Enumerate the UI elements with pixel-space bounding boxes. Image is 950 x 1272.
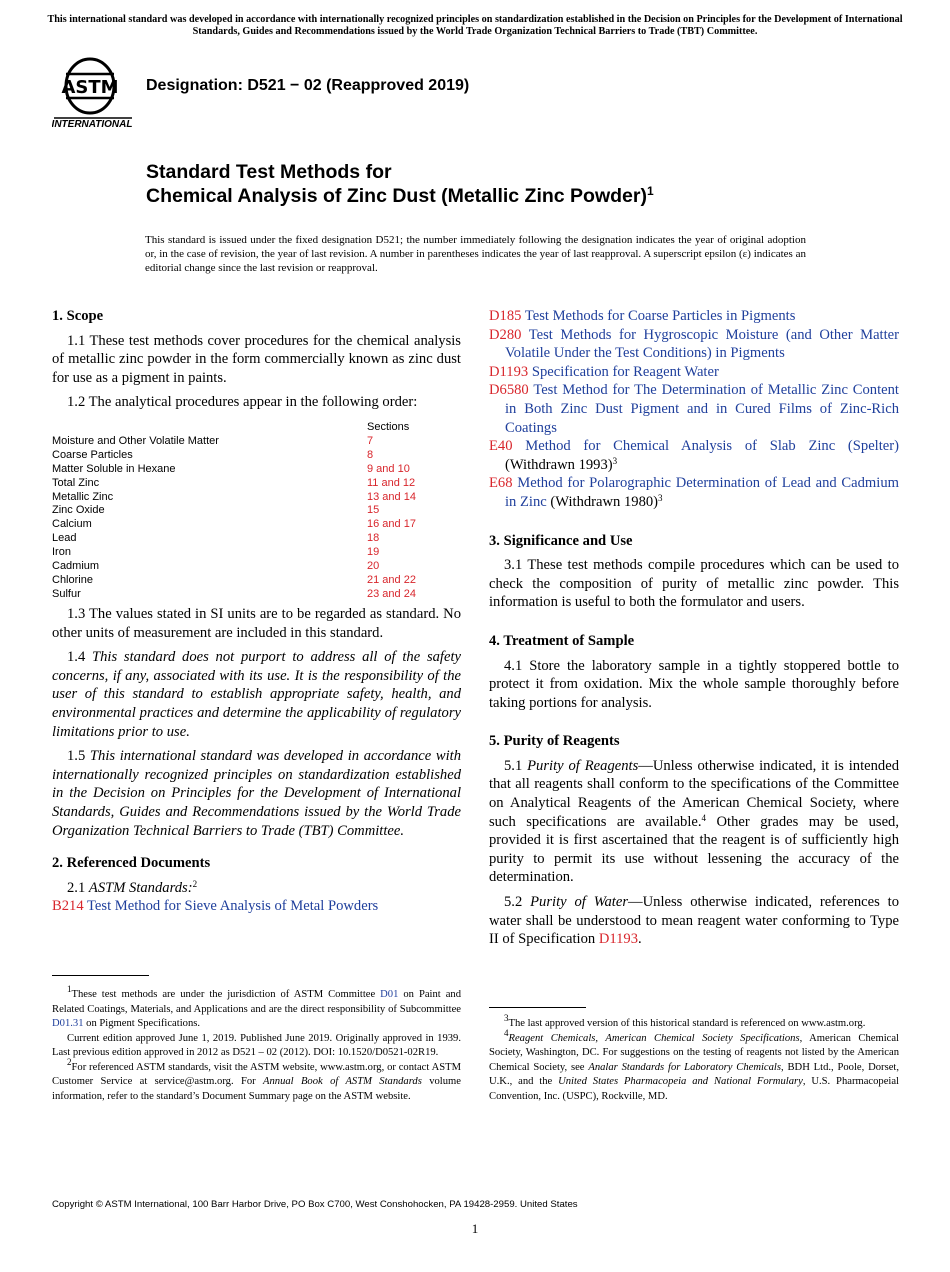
significance-heading: 3. Significance and Use: [489, 532, 633, 549]
sections-table-row: [52, 463, 452, 477]
sections-table-row: [52, 435, 452, 449]
title-line-1: Standard Test Methods for: [146, 161, 392, 183]
procedure-label: Moisture and Other Volatile Matter: [52, 434, 219, 447]
ref-item[interactable]: [489, 381, 899, 437]
refdocs-heading: 2. Referenced Documents: [52, 855, 211, 872]
scope-1-5: 1.5 This international standard was developed in accordance with internationally recognized principles on standardization established in the Decision on Principles for the Development of International Standards, Guides and Recommendations issued by the World Trade Organization Technical Barriers to Trade (TBT) Committee.: [52, 748, 462, 839]
ref-title[interactable]: Test Methods for Coarse Particles in Pigments: [524, 308, 796, 324]
logo-label-text: INTERNATIONAL: [52, 119, 133, 130]
sections-table: [52, 421, 452, 602]
purity-heading: 5. Purity of Reagents: [489, 733, 620, 750]
committee-link[interactable]: D01: [380, 989, 399, 1000]
procedure-label: Metallic Zinc: [52, 490, 114, 503]
sections-table-rows: [52, 435, 452, 602]
ref-code[interactable]: D185: [489, 308, 522, 324]
ref-item[interactable]: [489, 326, 899, 363]
astm-logo-icon: [52, 56, 134, 132]
tbt-banner: This international standard was developed in accordance with internationally recognized principles on standardization established in the Decision on Principles for the Development of International Standards, Guides and Recommendations issued by the World Trade Organization Technical Barriers to Trade (TBT) Committee.: [47, 14, 903, 37]
treatment-4-1: 4.1 Store the laboratory sample in a tightly stoppered bottle to protect it from oxidation. Mix the whole sample thoroughly before taking portions for analysis.: [489, 657, 899, 711]
purity-5-2: 5.2 Purity of Water—Unless otherwise indicated, references to water shall be understood to mean reagent water conforming to Type II of Specification D1193.: [489, 894, 899, 948]
significance-3-1: 3.1 These test methods compile procedures which can be used to check the composition of purity of metallic zinc powder. This information is useful to both the formulator and users.: [489, 557, 899, 611]
astm-logo: [52, 56, 134, 132]
ref-withdrawn: (Withdrawn 1993): [505, 456, 613, 473]
sections-table-row: [52, 588, 452, 602]
sections-table-row: [52, 546, 452, 560]
footnote-4: $^4$Reagent Chemicals, American Chemical Society Specifications, American Chemical Society, Washington, DC. For suggestions on the testing of reagents not listed by the American Chemical Society, see Analar Standards for Laboratory Chemicals, BDH Ltd., Poole, Dorset, U.K., and the United States Pharmacopeia and National Formulary, U.S. Pharmacopeial Convention, Inc. (USPC), Rockville, MD.: [489, 1027, 899, 1102]
footnotes-left: [52, 984, 461, 1104]
procedure-label: Cadmium: [52, 560, 100, 573]
sections-table-row: [52, 532, 452, 546]
footnote-divider-right: [489, 1007, 586, 1008]
scope-section-top: [52, 307, 461, 412]
copyright-footer: Copyright © ASTM International, 100 Barr Harbor Drive, PO Box C700, West Conshohocken, PA 19428-2959. United States: [52, 1199, 578, 1210]
footnotes-right: [489, 1013, 899, 1104]
sections-table-row: [52, 477, 452, 491]
scope-heading: 1. Scope: [52, 308, 104, 324]
ref-footnote-mark[interactable]: 3: [612, 455, 618, 466]
ref-item[interactable]: [52, 897, 461, 916]
ref-code[interactable]: B214: [52, 898, 84, 915]
ref-title[interactable]: Method for Chemical Analysis of Slab Zinc (Spelter): [525, 438, 899, 455]
procedure-sections-link[interactable]: 8: [367, 448, 374, 461]
footnote-3: $^3$The last approved version of this historical standard is referenced on www.astm.org.: [504, 1013, 866, 1029]
procedure-label: Calcium: [52, 518, 92, 531]
scope-1-1: 1.1 These test methods cover procedures for the chemical analysis of metallic zinc powder in the form commercially known as zinc dust for use as a pigment in paints.: [52, 332, 461, 386]
ref-item[interactable]: [489, 363, 899, 382]
procedure-sections-link[interactable]: 16 and 17: [367, 518, 416, 531]
page-number: 1: [471, 1221, 479, 1236]
ref-item[interactable]: [489, 307, 899, 326]
footnote-divider-left: [52, 975, 149, 976]
sections-table-row: [52, 491, 452, 505]
procedure-label: Iron: [52, 546, 71, 559]
procedure-sections-link[interactable]: 20: [367, 560, 380, 573]
footnote-edition: Current edition approved June 1, 2019. Published June 2019. Originally approved in 1939. Last previous edition approved in 2012 as D521 – 02 (2012). DOI: 10.1520/D0521-02R19.: [52, 1032, 461, 1058]
sections-table-row: [52, 560, 452, 574]
procedure-sections-link[interactable]: 7: [367, 434, 374, 447]
sections-table-row: [52, 518, 452, 532]
ref-title[interactable]: Method for Polarographic Determination of Lead and Cadmium in Zinc: [505, 475, 899, 510]
page-title: [146, 160, 654, 208]
ref-title[interactable]: Specification for Reagent Water: [531, 363, 719, 380]
logo-mark-text: ASTM: [61, 77, 119, 98]
procedure-label: Lead: [52, 532, 77, 545]
footnote-1: $^1$These test methods are under the jurisdiction of ASTM Committee D01 on Paint and Related Coatings, Materials, and Applications and are the direct responsibility of Subcommittee D01.31 on Pigment Specifications.: [52, 984, 461, 1029]
sections-table-header: Sections: [367, 421, 410, 433]
procedure-label: Zinc Oxide: [52, 504, 105, 517]
title-line-2: Chemical Analysis of Zinc Dust (Metallic Zinc Powder)$^1$: [146, 184, 654, 207]
scope-section-bottom: [52, 605, 461, 916]
subcommittee-link[interactable]: D01.31: [52, 1018, 84, 1029]
treatment-heading: 4. Treatment of Sample: [489, 632, 635, 649]
ref-item[interactable]: [489, 474, 899, 511]
procedure-label: Coarse Particles: [52, 448, 133, 461]
purity-5-1: 5.1 Purity of Reagents—Unless otherwise indicated, it is intended that all reagents shall conform to the specifications of the Committee on Analytical Reagents of the American Chemical Society, where such specifications are available.$^4$ Other grades may be used, provided it is first ascertained that the reagent is of sufficiently high purity to permit its use without lessening the accuracy of the determination.: [489, 757, 899, 886]
ref-code[interactable]: E68: [489, 475, 513, 492]
procedure-label: Total Zinc: [52, 476, 100, 489]
d1193-link[interactable]: D1193: [598, 931, 639, 948]
procedure-sections-link[interactable]: 9 and 10: [367, 462, 410, 475]
procedure-label: Sulfur: [52, 587, 81, 600]
procedure-sections-link[interactable]: 11 and 12: [367, 476, 416, 489]
standard-intro: This standard is issued under the fixed designation D521; the number immediately following the designation indicates the year of original adoption or, in the case of revision, the year of last revision. A number in parentheses indicates the year of last reapproval. A superscript epsilon (ε) indicates an editorial change since the last revision or reapproval.: [145, 234, 806, 274]
procedure-sections-link[interactable]: 15: [367, 504, 380, 517]
procedure-label: Matter Soluble in Hexane: [52, 462, 176, 475]
refdocs-2-1: 2.1 ASTM Standards:$^2$: [67, 878, 198, 896]
scope-1-4: 1.4 This standard does not purport to address all of the safety concerns, if any, associated with its use. It is the responsibility of the user of this standard to establish appropriate safety, health, and environmental practices and determine the applicability of regulatory limitations prior to use.: [52, 649, 461, 740]
ref-withdrawn: (Withdrawn 1980): [550, 493, 659, 510]
ref-item[interactable]: [489, 437, 899, 474]
scope-1-3: 1.3 The values stated in SI units are to be regarded as standard. No other units of measurement are included in this standard.: [52, 606, 461, 641]
designation: Designation: D521 − 02 (Reapproved 2019): [146, 77, 470, 94]
ref-code[interactable]: D6580: [489, 382, 529, 399]
refs-continued: [489, 307, 899, 949]
procedure-sections-link[interactable]: 23 and 24: [367, 587, 416, 600]
ref-title[interactable]: Test Method for The Determination of Metallic Zinc Content in Both Zinc Dust Pigment and in Cured Films of Zinc-Rich Coatings: [505, 382, 899, 436]
ref-code[interactable]: E40: [489, 438, 513, 455]
procedure-label: Chlorine: [52, 573, 93, 586]
ref-title[interactable]: Test Methods for Hygroscopic Moisture (and Other Matter Volatile Under the Test Conditions) in Pigments: [505, 326, 899, 362]
scope-1-2: 1.2 The analytical procedures appear in the following order:: [67, 394, 418, 411]
procedure-sections-link[interactable]: 13 and 14: [367, 490, 416, 503]
procedure-sections-link[interactable]: 19: [367, 546, 380, 559]
ref-code[interactable]: D1193: [489, 363, 529, 380]
ref-footnote-mark[interactable]: 3: [658, 492, 663, 503]
sections-table-row: [52, 574, 452, 588]
procedure-sections-link[interactable]: 18: [367, 532, 380, 545]
ref-title[interactable]: Test Method for Sieve Analysis of Metal Powders: [87, 898, 379, 915]
footnote-2: $^2$For referenced ASTM standards, visit the ASTM website, www.astm.org, or contact ASTM Customer Service at service@astm.org. For Annual Book of ASTM Standards volume information, refer to the standard’s Document Summary page on the ASTM website.: [52, 1056, 461, 1102]
procedure-sections-link[interactable]: 21 and 22: [367, 573, 416, 586]
ref-code[interactable]: D280: [489, 326, 522, 343]
title-footnote-ref[interactable]: 1: [646, 184, 654, 198]
sections-table-row: [52, 449, 452, 463]
sections-table-row: [52, 504, 452, 518]
